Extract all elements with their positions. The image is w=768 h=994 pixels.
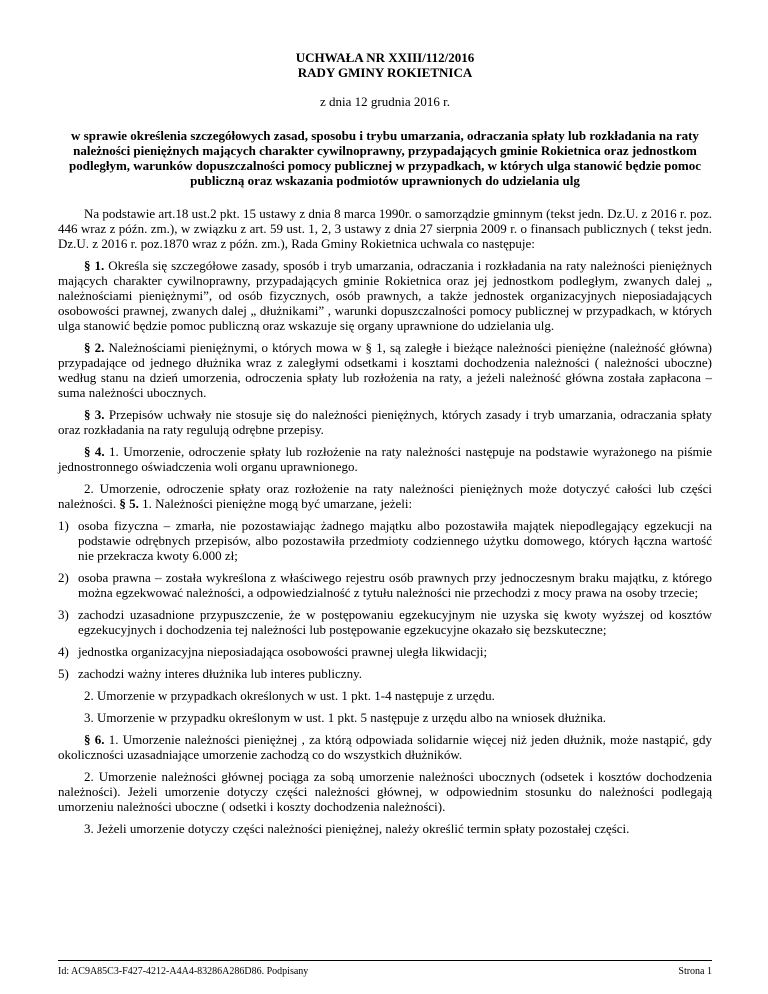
section-6-par-3: 3. Jeżeli umorzenie dotyczy części należności pieniężnej, należy określić termin spłaty pozostałej części.: [84, 821, 630, 836]
list-item: [58, 644, 712, 659]
page-footer: [58, 960, 712, 977]
section-4-label: § 4.: [84, 444, 105, 459]
section-6: [58, 732, 712, 762]
list-item-text: zachodzi ważny interes dłużnika lub interes publiczny.: [78, 666, 362, 681]
resolution-date: z dnia 12 grudnia 2016 r.: [320, 94, 450, 109]
section-6-text: 1. Umorzenie należności pieniężnej , za którą odpowiada solidarnie więcej niż jeden dłużnik, może nastąpić, gdy okoliczności uzasadniające umorzenie zachodzą co do wszystkich dłużników.: [58, 732, 712, 762]
list-item: [58, 607, 712, 637]
section-1: [58, 258, 712, 333]
resolution-number: UCHWAŁA NR XXIII/112/2016: [295, 50, 475, 65]
list-item-number: 3): [58, 607, 69, 622]
section-6-par-2: 2. Umorzenie należności głównej pociąga za sobą umorzenie należności ubocznych (odsetek i kosztów dochodzenia należności). Jeżeli umorzenie dotyczy części należności głównej, w odpowiednim stosunku do należności podlegają umorzeniu należności uboczne ( odsetki i koszty dochodzenia należności).: [58, 769, 712, 814]
section-4-par-2-text: 2. Umorzenie, odroczenie spłaty oraz rozłożenie na raty należności pieniężnych może dotyczyć całości lub części należności.: [58, 481, 712, 511]
section-3: [58, 407, 712, 437]
preamble: Na podstawie art.18 ust.2 pkt. 15 ustawy z dnia 8 marca 1990r. o samorządzie gminnym (tekst jedn. Dz.U. z 2016 r. poz. 446 wraz z późn. zm.), w związku z art. 59 ust. 1, 2, 3 ustawy z dnia 27 sierpnia 2009 r. o finansach publicznych ( tekst jedn. Dz.U. z 2016 r. poz.1870 wraz z późn. zm.), Rada Gminy Rokietnica uchwala co następuje:: [58, 206, 712, 251]
document-page: [58, 0, 712, 836]
list-item-number: 1): [58, 518, 69, 533]
list-item: [58, 518, 712, 563]
list-item: [58, 666, 712, 681]
section-3-text: Przepisów uchwały nie stosuje się do należności pieniężnych, których zasady i tryb umarzania, odraczania spłaty oraz rozkładania na raty regulują odrębne przepisy.: [58, 407, 712, 437]
list-item-text: zachodzi uzasadnione przypuszczenie, że w postępowaniu egzekucyjnym nie uzyska się kwoty wyższej od kosztów egzekucyjnych i dochodzenia tej należności lub postępowanie egzekucyjne okazało się bezskuteczne;: [78, 607, 712, 637]
section-4-text: 1. Umorzenie, odroczenie spłaty lub rozłożenie na raty należności następuje na podstawie wyrażonego na piśmie jednostronnego oświadczenia woli organu uprawnionego.: [58, 444, 713, 474]
document-id: Id: AC9A85C3-F427-4212-A4A4-83286A286D86. Podpisany: [58, 966, 309, 977]
list-item-number: 2): [58, 570, 69, 585]
resolution-subject: w sprawie określenia szczegółowych zasad, sposobu i trybu umarzania, odraczania spłaty lub rozkładania na raty należności pieniężnych mających charakter cywilnoprawny, przypadających gminie Rokietnica oraz jednostkom podległym, warunków dopuszczalności pomocy publicznej w przypadkach, w których ulga stanowić będzie pomoc publiczną oraz wskazania podmiotów uprawnionych do udzielania ulg: [69, 128, 701, 188]
list-item-number: 4): [58, 644, 69, 659]
section-3-label: § 3.: [84, 407, 105, 422]
section-5-text: 1. Należności pieniężne mogą być umarzane, jeżeli:: [138, 496, 413, 511]
section-5-par-3: 3. Umorzenie w przypadku określonym w ust. 1 pkt. 5 następuje z urzędu albo na wniosek dłużnika.: [84, 710, 607, 725]
list-item-text: jednostka organizacyjna nieposiadająca osobowości prawnej uległa likwidacji;: [78, 644, 488, 659]
section-2: [58, 340, 712, 400]
council-name: RADY GMINY ROKIETNICA: [297, 65, 473, 80]
section-2-text: Należnościami pieniężnymi, o których mowa w § 1, są zaległe i bieżące należności pieniężne (należność główna) przypadające od jednego dłużnika wraz z zaległymi odsetkami i kosztami dochodzenia należności ( należności uboczne) według stanu na dzień umorzenia, odroczenia spłaty lub rozłożenia na raty, a jeżeli należność główna została zapłacona – suma należności ubocznych.: [58, 340, 712, 400]
page-number: Strona 1: [678, 966, 712, 977]
list-item-number: 5): [58, 666, 69, 681]
section-6-label: § 6.: [84, 732, 105, 747]
section-5-list: [58, 518, 712, 681]
section-1-label: § 1.: [84, 258, 105, 273]
list-item-text: osoba fizyczna – zmarła, nie pozostawiając żadnego majątku albo pozostawiła majątek niepodlegający egzekucji na podstawie odrębnych przepisów, albo pozostawiła przedmioty codziennego użytku domowego, których łączna wartość nie przekracza kwoty 6.000 zł;: [78, 518, 712, 563]
section-4: [58, 444, 712, 474]
section-2-label: § 2.: [84, 340, 105, 355]
list-item: [58, 570, 712, 600]
section-4-par-2: [58, 481, 712, 511]
section-5-par-2: 2. Umorzenie w przypadkach określonych w ust. 1 pkt. 1-4 następuje z urzędu.: [84, 688, 495, 703]
list-item-text: osoba prawna – została wykreślona z właściwego rejestru osób prawnych przy jednoczesnym braku majątku, z którego można egzekwować należności, a odpowiedzialność z tytułu należności nie przechodzi z mocy prawa na osoby trzecie;: [78, 570, 712, 600]
section-5-label: § 5.: [119, 496, 139, 511]
section-1-text: Określa się szczegółowe zasady, sposób i tryb umarzania, odraczania i rozkładania na raty należności pieniężnych mających charakter cywilnoprawny, przypadających gminie Rokietnica oraz jej jednostkom podległym, zwanych dalej „ należnościami pieniężnymi”, od osób fizycznych, osób prawnych, a także jednostek organizacyjnych nieposiadających osobowości prawnej, zwanych dalej „ dłużnikami” , warunki dopuszczalności pomocy publicznej w przypadkach, w których ulga stanowić będzie pomoc publiczną oraz wskazuje się organy uprawnione do udzielania ulg.: [58, 258, 712, 333]
